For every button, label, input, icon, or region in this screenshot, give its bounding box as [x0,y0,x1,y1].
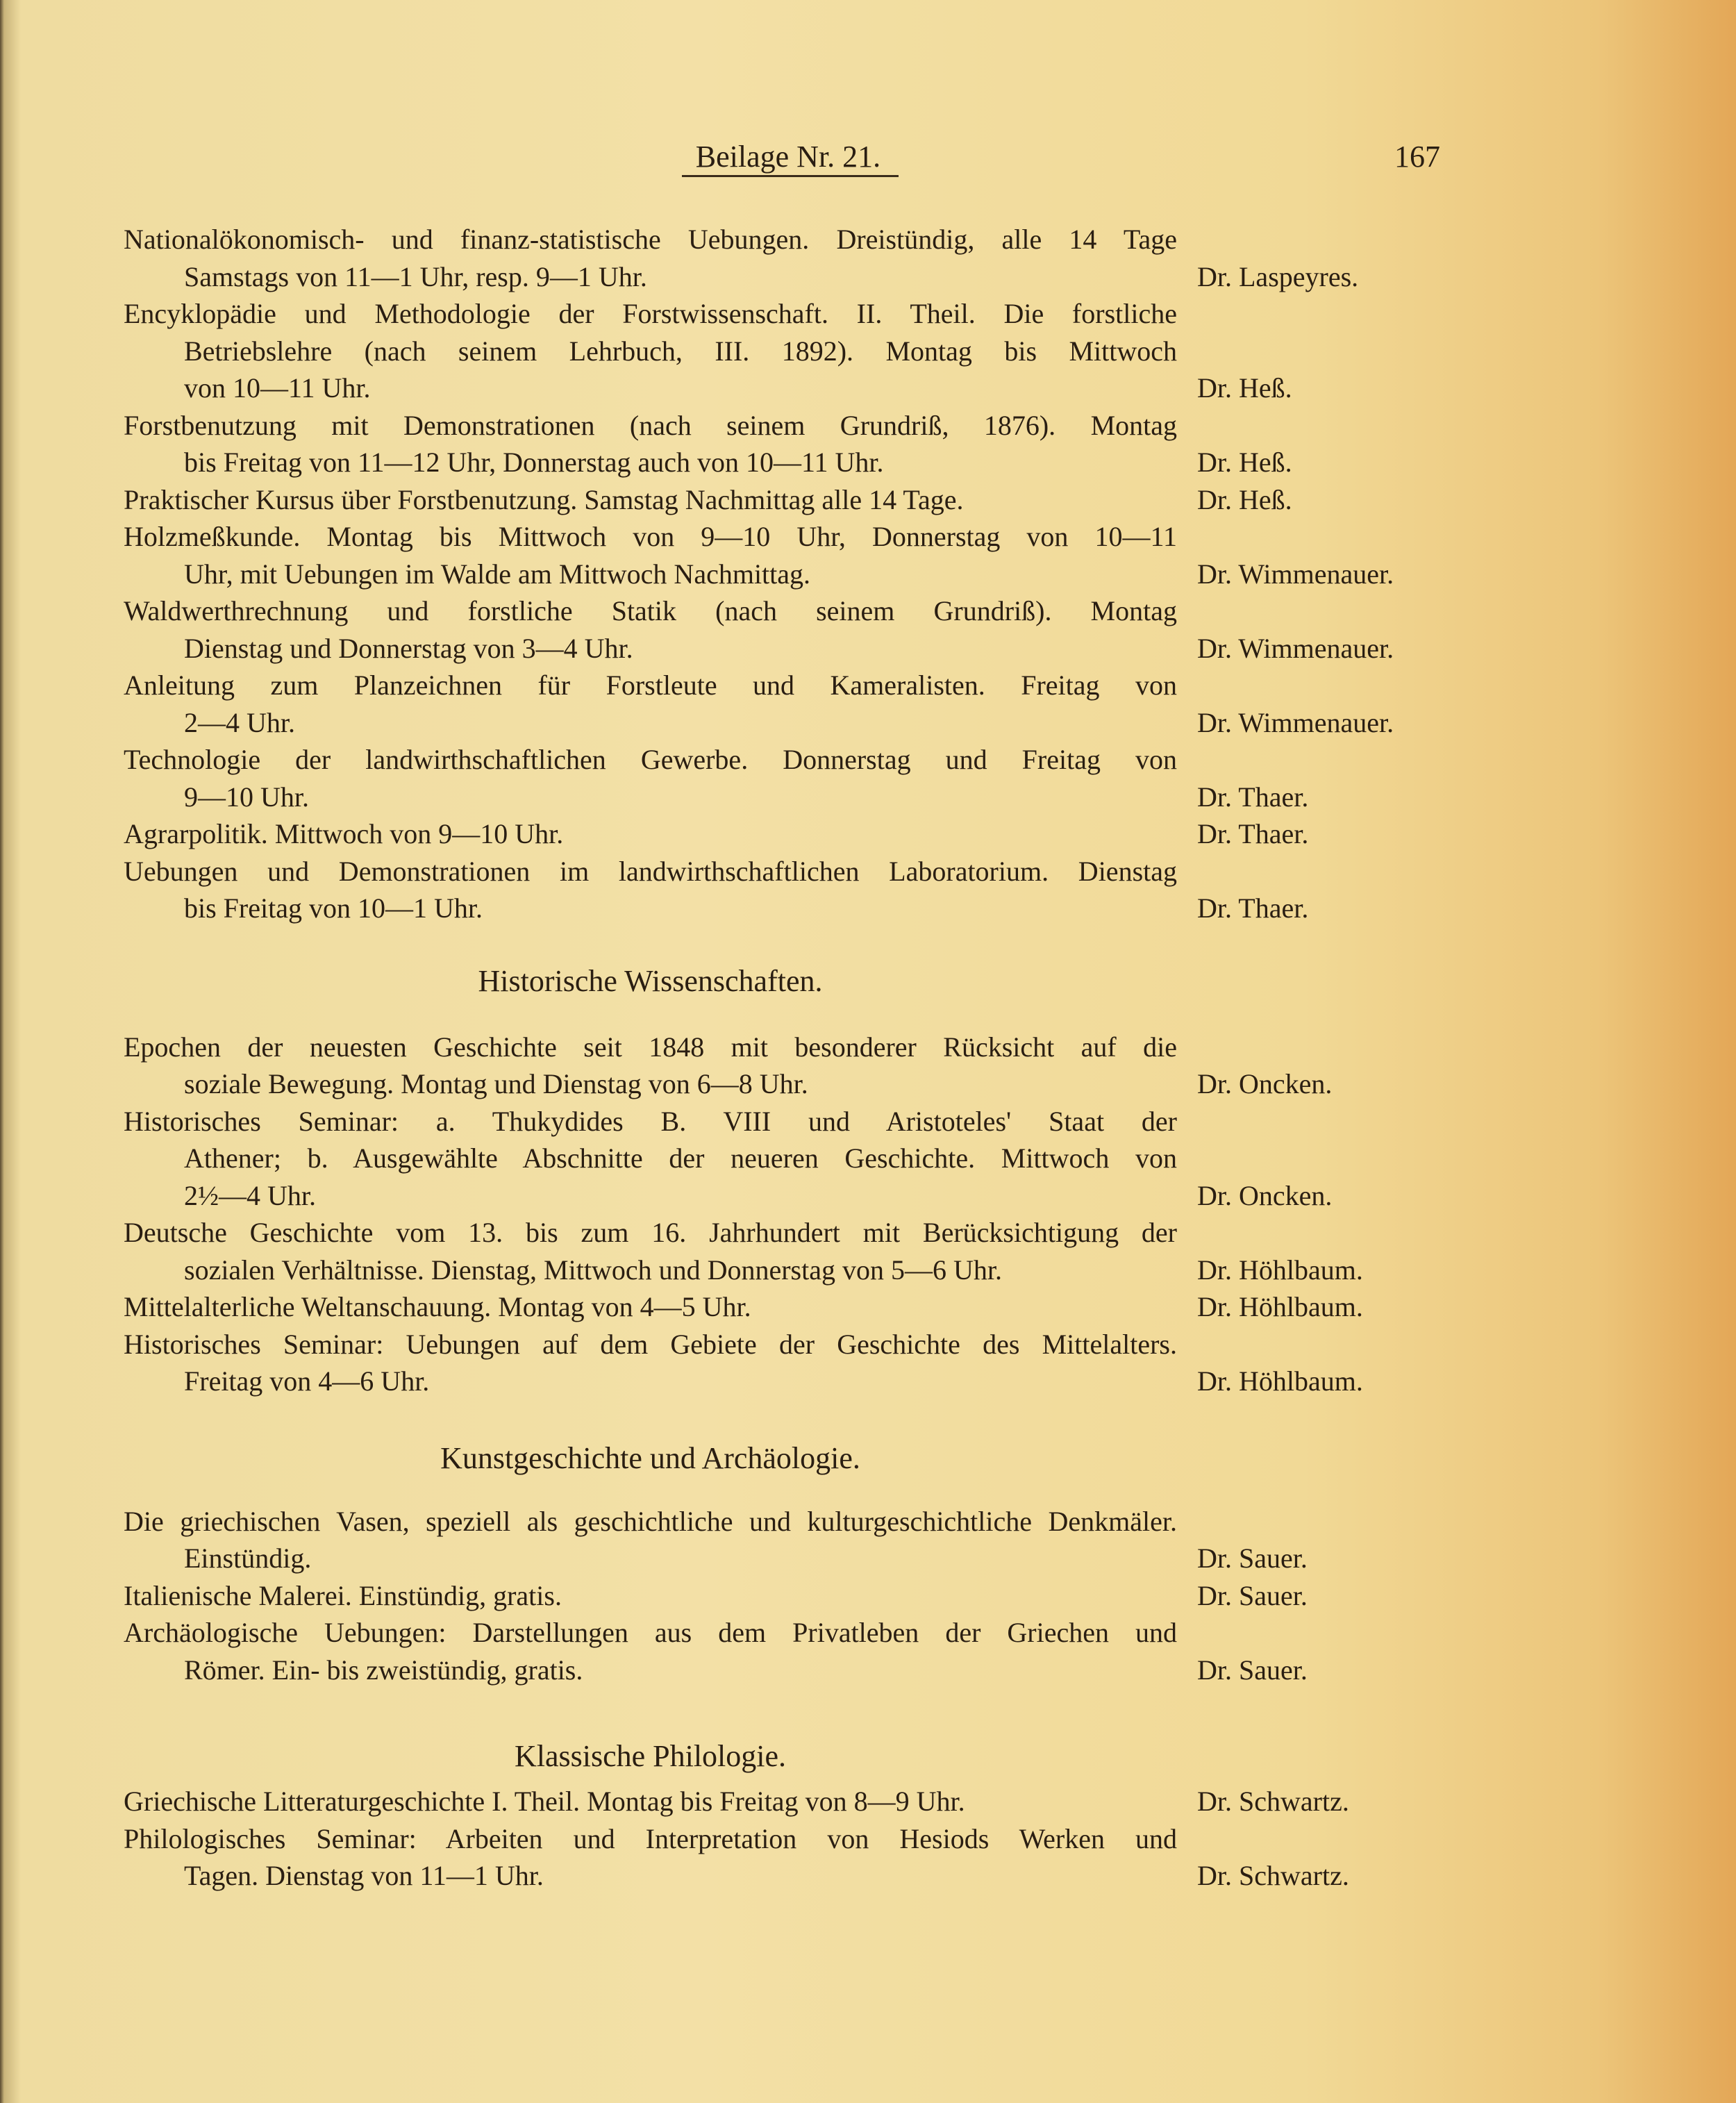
entry-line [124,407,1582,444]
lecturer-name: Dr. Oncken. [1197,1179,1333,1211]
course-text: Samstags von 11—1 Uhr, resp. 9—1 Uhr. [184,260,647,292]
course-entry [124,741,1582,815]
section [124,221,1582,927]
course-text: Historisches Seminar: a. Thukydides B. VIII und Aristoteles' Staat der [124,1105,1177,1137]
entry-line [124,630,1582,667]
lecturer-name: Dr. Thaer. [1197,892,1309,924]
course-text: Dienstag und Donnerstag von 3—4 Uhr. [184,632,633,664]
entry-line [124,1577,1582,1615]
entry-line [124,667,1582,704]
lecturer-name: Dr. Höhlbaum. [1197,1291,1363,1322]
entry-line [124,1252,1582,1289]
course-text: Uhr, mit Uebungen im Walde am Mittwoch Nachmittag. [184,558,811,590]
course-text: Griechische Litteraturgeschichte I. Theil. Montag bis Freitag von 8—9 Uhr. [124,1786,965,1817]
course-entry [124,1214,1582,1288]
lecturer-name: Dr. Sauer. [1197,1579,1308,1611]
entry-line [124,1783,1582,1820]
course-entry [124,1503,1582,1577]
lecturer-name: Dr. Oncken. [1197,1068,1333,1099]
lecturer-name: Dr. Wimmenauer. [1197,706,1394,738]
course-text: Technologie der landwirthschaftlichen Gewerbe. Donnerstag und Freitag von [124,744,1177,775]
page-header [0,139,1736,181]
course-text: Betriebslehre (nach seinem Lehrbuch, III. 1892). Montag bis Mittwoch [184,335,1177,367]
lecturer-name: Dr. Heß. [1197,447,1292,478]
section [124,962,1582,1400]
lecturer-name: Dr. Thaer. [1197,781,1309,813]
course-text: Archäologische Uebungen: Darstellungen aus dem Privatleben der Griechen und [124,1617,1177,1648]
course-entry [124,481,1582,519]
section-heading: Historische Wissenschaften. [478,963,823,998]
entry-line [124,369,1582,407]
entry-line [124,853,1582,890]
entry-line [124,1652,1582,1689]
course-text: sozialen Verhältnisse. Dienstag, Mittwoch und Donnerstag von 5—6 Uhr. [184,1254,1002,1286]
entry-line [124,815,1582,853]
lecturer-name: Dr. Sauer. [1197,1543,1308,1574]
course-text: Die griechischen Vasen, speziell als geschichtliche und kulturgeschichtliche Denkmäler. [124,1505,1177,1537]
entry-line [124,1103,1582,1140]
entry-line [124,1029,1582,1066]
entry-line [124,1288,1582,1326]
course-entry [124,667,1582,741]
course-text: Italienische Malerei. Einstündig, gratis. [124,1579,562,1611]
lecturer-name: Dr. Heß. [1197,483,1292,515]
course-text: Römer. Ein- bis zweistündig, gratis. [184,1654,583,1686]
course-entry [124,1103,1582,1215]
lecture-list [124,221,1582,1895]
entry-line [124,1065,1582,1103]
lecturer-name: Dr. Wimmenauer. [1197,558,1394,590]
entry-line [124,1177,1582,1215]
entry-line [124,481,1582,519]
lecturer-name: Dr. Schwartz. [1197,1860,1349,1891]
course-text: 2—4 Uhr. [184,706,295,738]
entry-line [124,333,1582,370]
title-underline [682,175,899,177]
lecturer-name: Dr. Laspeyres. [1197,260,1359,292]
course-text: Einstündig. [184,1543,312,1574]
entry-line [124,1214,1582,1252]
section-heading: Kunstgeschichte und Archäologie. [440,1440,860,1475]
course-text: Praktischer Kursus über Forstbenutzung. Samstag Nachmittag alle 14 Tage. [124,483,964,515]
course-entry [124,592,1582,667]
entry-line [124,295,1582,333]
course-entry [124,1820,1582,1895]
entry-line [124,1503,1582,1540]
entry-line [124,1140,1582,1177]
course-entry [124,518,1582,592]
lecturer-name: Dr. Höhlbaum. [1197,1365,1363,1397]
lecturer-name: Dr. Sauer. [1197,1654,1308,1686]
course-text: soziale Bewegung. Montag und Dienstag von 6—8 Uhr. [184,1068,808,1099]
entry-line [124,518,1582,556]
course-text: Anleitung zum Planzeichnen für Forstleute und Kameralisten. Freitag von [124,670,1177,701]
course-text: Athener; b. Ausgewählte Abschnitte der neueren Geschichte. Mittwoch von [184,1142,1177,1174]
entry-line [124,1363,1582,1400]
course-text: Mittelalterliche Weltanschauung. Montag von 4—5 Uhr. [124,1291,751,1322]
entry-line [124,444,1582,481]
course-text: Epochen der neuesten Geschichte seit 1848 mit besonderer Rücksicht auf die [124,1031,1177,1063]
course-text: Nationalökonomisch- und finanz-statistische Uebungen. Dreistündig, alle 14 Tage [124,224,1177,255]
course-entry [124,815,1582,853]
entry-line [124,704,1582,742]
entry-line [124,1326,1582,1363]
lecturer-name: Dr. Höhlbaum. [1197,1254,1363,1286]
course-entry [124,853,1582,927]
lecturer-name: Dr. Wimmenauer. [1197,632,1394,664]
section [124,1439,1582,1689]
section [124,1737,1582,1895]
course-text: Uebungen und Demonstrationen im landwirthschaftlichen Laboratorium. Dienstag [124,855,1177,887]
course-text: Holzmeßkunde. Montag bis Mittwoch von 9—10 Uhr, Donnerstag von 10—11 [124,521,1177,552]
entry-line [124,1857,1582,1895]
course-entry [124,407,1582,481]
entry-line [124,741,1582,779]
course-text: Forstbenutzung mit Demonstrationen (nach seinem Grundriß, 1876). Montag [124,409,1177,441]
course-text: bis Freitag von 11—12 Uhr, Donnerstag auch von 10—11 Uhr. [184,447,884,478]
course-text: Deutsche Geschichte vom 13. bis zum 16. Jahrhundert mit Berücksichtigung der [124,1217,1177,1248]
entry-line [124,592,1582,630]
page-number: 167 [1394,140,1440,174]
entry-line [124,221,1582,258]
course-entry [124,1288,1582,1326]
running-title: Beilage Nr. 21. [695,140,881,174]
course-text: Philologisches Seminar: Arbeiten und Interpretation von Hesiods Werken und [124,1822,1177,1854]
entry-line [124,258,1582,296]
entry-line [124,779,1582,816]
course-entry [124,1326,1582,1400]
entry-line [124,556,1582,593]
entry-line [124,1614,1582,1652]
entry-line [124,1820,1582,1858]
course-text: Waldwerthrechnung und forstliche Statik (nach seinem Grundriß). Montag [124,595,1177,626]
entry-line [124,1540,1582,1577]
course-entry [124,1577,1582,1615]
course-text: von 10—11 Uhr. [184,372,371,404]
course-entry [124,1614,1582,1688]
course-text: Tagen. Dienstag von 11—1 Uhr. [184,1860,544,1891]
lecturer-name: Dr. Thaer. [1197,818,1309,849]
course-text: Agrarpolitik. Mittwoch von 9—10 Uhr. [124,818,564,849]
lecturer-name: Dr. Schwartz. [1197,1786,1349,1817]
section-heading: Klassische Philologie. [514,1739,787,1773]
course-text: 2½—4 Uhr. [184,1179,316,1211]
course-text: bis Freitag von 10—1 Uhr. [184,892,483,924]
course-entry [124,221,1582,295]
course-text: Historisches Seminar: Uebungen auf dem Gebiete der Geschichte des Mittelalters. [124,1328,1177,1360]
course-entry [124,1029,1582,1103]
entry-line [124,890,1582,927]
course-entry [124,1783,1582,1820]
course-entry [124,295,1582,407]
course-text: Freitag von 4—6 Uhr. [184,1365,430,1397]
lecturer-name: Dr. Heß. [1197,372,1292,404]
course-text: Encyklopädie und Methodologie der Forstwissenschaft. II. Theil. Die forstliche [124,298,1177,329]
course-text: 9—10 Uhr. [184,781,309,813]
